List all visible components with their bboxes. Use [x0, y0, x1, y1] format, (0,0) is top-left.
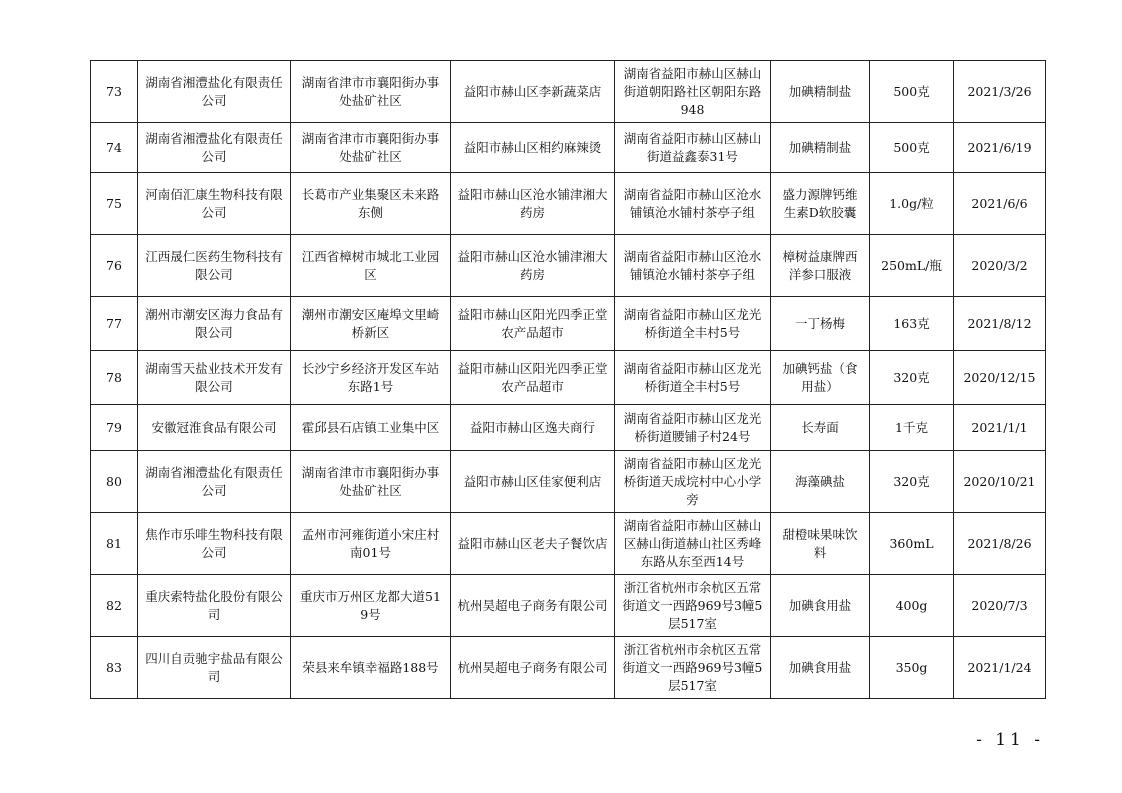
producer-address: 荣县来牟镇幸福路188号 — [291, 637, 451, 699]
producer-name: 江西晟仁医药生物科技有限公司 — [138, 235, 291, 297]
product-name: 海藻碘盐 — [771, 451, 870, 513]
product-name: 甜橙味果味饮料 — [771, 513, 870, 575]
row-number: 73 — [91, 61, 138, 123]
producer-name: 四川自贡驰宇盐品有限公司 — [138, 637, 291, 699]
producer-address: 湖南省津市市襄阳街办事处盐矿社区 — [291, 61, 451, 123]
production-date: 2020/10/21 — [954, 451, 1046, 513]
producer-address: 江西省樟树市城北工业园区 — [291, 235, 451, 297]
producer-name: 湖南省湘澧盐化有限责任公司 — [138, 451, 291, 513]
row-number: 83 — [91, 637, 138, 699]
product-spec: 320克 — [870, 351, 954, 405]
table-row — [91, 405, 1046, 451]
seller-name: 益阳市赫山区阳光四季正堂农产品超市 — [451, 297, 615, 351]
table-row — [91, 451, 1046, 513]
row-number: 82 — [91, 575, 138, 637]
production-date: 2021/1/1 — [954, 405, 1046, 451]
product-name: 盛力源牌钙维生素D软胶囊 — [771, 173, 870, 235]
product-name: 加碘食用盐 — [771, 637, 870, 699]
table-row — [91, 513, 1046, 575]
seller-name: 杭州昊超电子商务有限公司 — [451, 575, 615, 637]
table-body — [91, 61, 1046, 699]
product-name: 加碘精制盐 — [771, 123, 870, 173]
table-row — [91, 575, 1046, 637]
seller-name: 益阳市赫山区沧水铺津湘大药房 — [451, 173, 615, 235]
row-number: 79 — [91, 405, 138, 451]
product-name: 加碘精制盐 — [771, 61, 870, 123]
table-row — [91, 123, 1046, 173]
producer-name: 湖南省湘澧盐化有限责任公司 — [138, 61, 291, 123]
seller-address: 湖南省益阳市赫山区龙光桥街道天成垸村中心小学旁 — [615, 451, 771, 513]
product-spec: 1千克 — [870, 405, 954, 451]
row-number: 74 — [91, 123, 138, 173]
product-spec: 500克 — [870, 123, 954, 173]
producer-name: 安徽冠淮食品有限公司 — [138, 405, 291, 451]
seller-address: 湖南省益阳市赫山区龙光桥街道全丰村5号 — [615, 297, 771, 351]
producer-name: 湖南省湘澧盐化有限责任公司 — [138, 123, 291, 173]
producer-name: 焦作市乐啡生物科技有限公司 — [138, 513, 291, 575]
producer-name: 重庆索特盐化股份有限公司 — [138, 575, 291, 637]
producer-name: 潮州市潮安区海力食品有限公司 — [138, 297, 291, 351]
product-spec: 400g — [870, 575, 954, 637]
seller-address: 浙江省杭州市余杭区五常街道文一西路969号3幢5层517室 — [615, 575, 771, 637]
production-date: 2021/3/26 — [954, 61, 1046, 123]
product-name: 一丁杨梅 — [771, 297, 870, 351]
seller-address: 湖南省益阳市赫山区赫山区赫山街道赫山社区秀峰东路从东至西14号 — [615, 513, 771, 575]
production-date: 2021/1/24 — [954, 637, 1046, 699]
product-name: 加碘钙盐（食用盐） — [771, 351, 870, 405]
seller-address: 湖南省益阳市赫山区沧水铺镇沧水铺村茶亭子组 — [615, 235, 771, 297]
product-spec: 350g — [870, 637, 954, 699]
production-date: 2020/3/2 — [954, 235, 1046, 297]
table-row — [91, 235, 1046, 297]
seller-name: 益阳市赫山区相约麻辣烫 — [451, 123, 615, 173]
page-number: - 11 - — [976, 730, 1044, 750]
seller-address: 湖南省益阳市赫山区龙光桥街道全丰村5号 — [615, 351, 771, 405]
row-number: 75 — [91, 173, 138, 235]
product-name: 加碘食用盐 — [771, 575, 870, 637]
producer-address: 湖南省津市市襄阳街办事处盐矿社区 — [291, 123, 451, 173]
producer-name: 河南佰汇康生物科技有限公司 — [138, 173, 291, 235]
table-row — [91, 173, 1046, 235]
production-date: 2021/8/26 — [954, 513, 1046, 575]
row-number: 78 — [91, 351, 138, 405]
product-name: 樟树益康牌西洋参口服液 — [771, 235, 870, 297]
production-date: 2021/8/12 — [954, 297, 1046, 351]
seller-name: 益阳市赫山区逸夫商行 — [451, 405, 615, 451]
seller-address: 湖南省益阳市赫山区赫山街道朝阳路社区朝阳东路948 — [615, 61, 771, 123]
seller-name: 益阳市赫山区沧水铺津湘大药房 — [451, 235, 615, 297]
product-spec: 500克 — [870, 61, 954, 123]
seller-address: 湖南省益阳市赫山区龙光桥街道腰铺子村24号 — [615, 405, 771, 451]
producer-address: 重庆市万州区龙都大道519号 — [291, 575, 451, 637]
producer-address: 长葛市产业集聚区未来路东侧 — [291, 173, 451, 235]
product-spec: 1.0g/粒 — [870, 173, 954, 235]
table-row — [91, 61, 1046, 123]
production-date: 2020/12/15 — [954, 351, 1046, 405]
row-number: 77 — [91, 297, 138, 351]
producer-address: 潮州市潮安区庵埠文里崎桥新区 — [291, 297, 451, 351]
production-date: 2020/7/3 — [954, 575, 1046, 637]
producer-address: 长沙宁乡经济开发区车站东路1号 — [291, 351, 451, 405]
producer-address: 霍邱县石店镇工业集中区 — [291, 405, 451, 451]
seller-address: 湖南省益阳市赫山区赫山街道益鑫泰31号 — [615, 123, 771, 173]
product-spec: 250mL/瓶 — [870, 235, 954, 297]
product-spec: 163克 — [870, 297, 954, 351]
product-name: 长寿面 — [771, 405, 870, 451]
product-spec: 320克 — [870, 451, 954, 513]
seller-name: 益阳市赫山区老夫子餐饮店 — [451, 513, 615, 575]
row-number: 76 — [91, 235, 138, 297]
producer-address: 湖南省津市市襄阳街办事处盐矿社区 — [291, 451, 451, 513]
table-row — [91, 297, 1046, 351]
seller-name: 益阳市赫山区李新蔬菜店 — [451, 61, 615, 123]
inspection-table — [90, 60, 1046, 699]
production-date: 2021/6/19 — [954, 123, 1046, 173]
seller-address: 浙江省杭州市余杭区五常街道文一西路969号3幢5层517室 — [615, 637, 771, 699]
producer-name: 湖南雪天盐业技术开发有限公司 — [138, 351, 291, 405]
seller-name: 益阳市赫山区阳光四季正堂农产品超市 — [451, 351, 615, 405]
table-row — [91, 351, 1046, 405]
producer-address: 孟州市河雍街道小宋庄村南01号 — [291, 513, 451, 575]
seller-address: 湖南省益阳市赫山区沧水铺镇沧水铺村茶亭子组 — [615, 173, 771, 235]
product-spec: 360mL — [870, 513, 954, 575]
table-row — [91, 637, 1046, 699]
production-date: 2021/6/6 — [954, 173, 1046, 235]
seller-name: 杭州昊超电子商务有限公司 — [451, 637, 615, 699]
row-number: 81 — [91, 513, 138, 575]
row-number: 80 — [91, 451, 138, 513]
seller-name: 益阳市赫山区佳家便利店 — [451, 451, 615, 513]
